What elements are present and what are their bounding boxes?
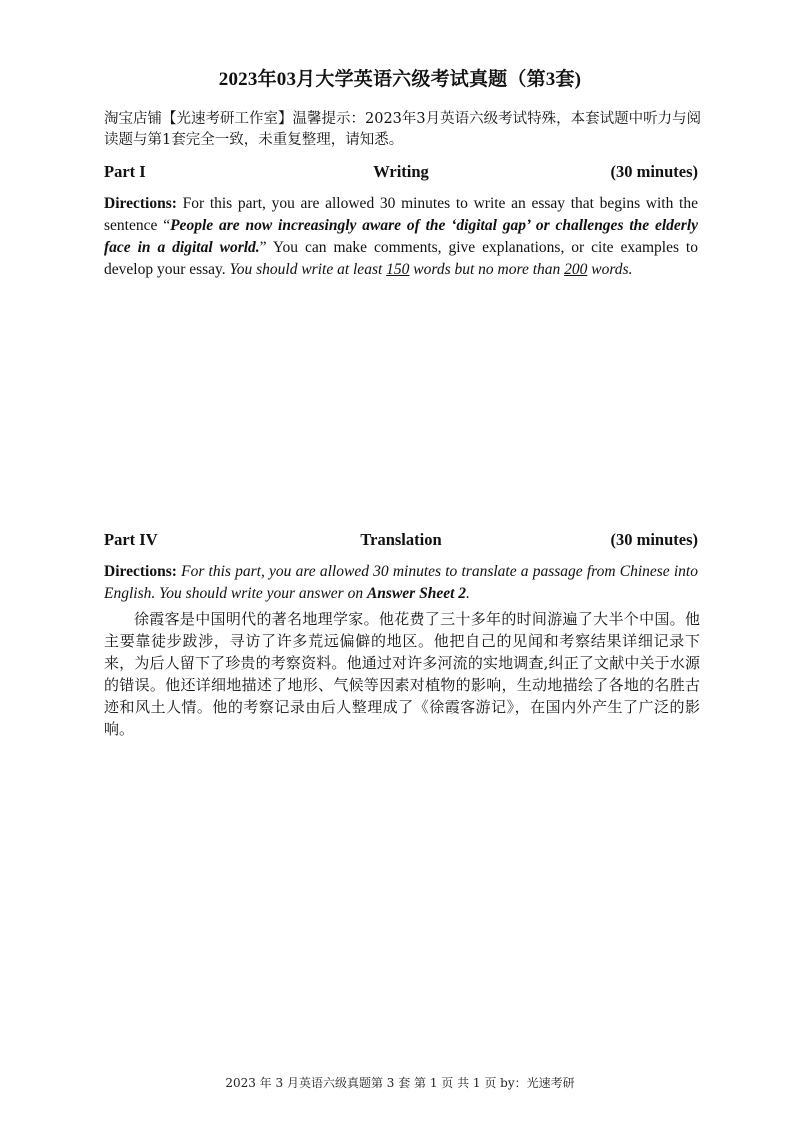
min-words: 150 xyxy=(386,261,410,278)
answer-sheet-label: Answer Sheet 2 xyxy=(366,585,467,602)
part-number: Part I xyxy=(104,162,146,181)
part-time: (30 minutes) xyxy=(610,162,698,181)
part-name: Translation xyxy=(360,530,442,549)
part-name: Writing xyxy=(373,162,429,181)
translation-passage: 徐霞客是中国明代的著名地理学家。他花费了三十多年的时间游遍了大半个中国。他主要靠徒步跋涉，寻访了许多荒远偏僻的地区。他把自己的见闻和考察结果详细记录下来，为后人留下了珍贵的考察资料。他通过对许多河流的实地调查,纠正了文献中关于水源的错误。他还详细地描述了地形、气候等因素对植物的影响，生动地描绘了各地的名胜古迹和风土人情。他的考察记录由后人整理成了《徐霞客游记》，在国内外产生了广泛的影响。 xyxy=(104,610,700,738)
writing-directions xyxy=(104,193,698,281)
page-footer: 2023 年 3 月英语六级真题第 3 套 第 1 页 共 1 页 by：光速考研 xyxy=(225,1076,575,1090)
directions-text: For this part, you are allowed 30 minutes to translate a passage from Chinese into English. You should write your answer on xyxy=(104,563,698,602)
directions-period: . xyxy=(466,585,470,602)
directions-label: Directions: xyxy=(104,563,177,580)
max-words: 200 xyxy=(564,261,588,278)
part-time: (30 minutes) xyxy=(610,530,698,549)
word-limit-text: words but no more than xyxy=(409,261,565,278)
store-notice: 淘宝店铺【光速考研工作室】温馨提示：2023年3月英语六级考试特殊，本套试题中听力与阅读题与第1套完全一致，未重复整理，请知悉。 xyxy=(104,111,702,148)
part-writing-header xyxy=(104,162,698,186)
document-title: 2023年03月大学英语六级考试真题（第3套) xyxy=(218,69,582,90)
translation-directions xyxy=(104,561,698,605)
word-limit-text: words. xyxy=(587,261,633,278)
essay-prompt: People are now increasingly aware of the ‘digital gap’ or challenges the elderly face in a digital world. xyxy=(104,217,698,256)
part-translation-header xyxy=(104,530,698,554)
directions-text: For this part, you are allowed 30 minutes to write an essay that begins with the sentence “ xyxy=(104,195,698,234)
directions-label: Directions: xyxy=(104,195,177,212)
part-number: Part IV xyxy=(104,530,158,549)
word-limit-text: You should write at least xyxy=(229,261,387,278)
directions-text: ” You can make comments, give explanations, or cite examples to develop your essay. xyxy=(104,239,698,278)
